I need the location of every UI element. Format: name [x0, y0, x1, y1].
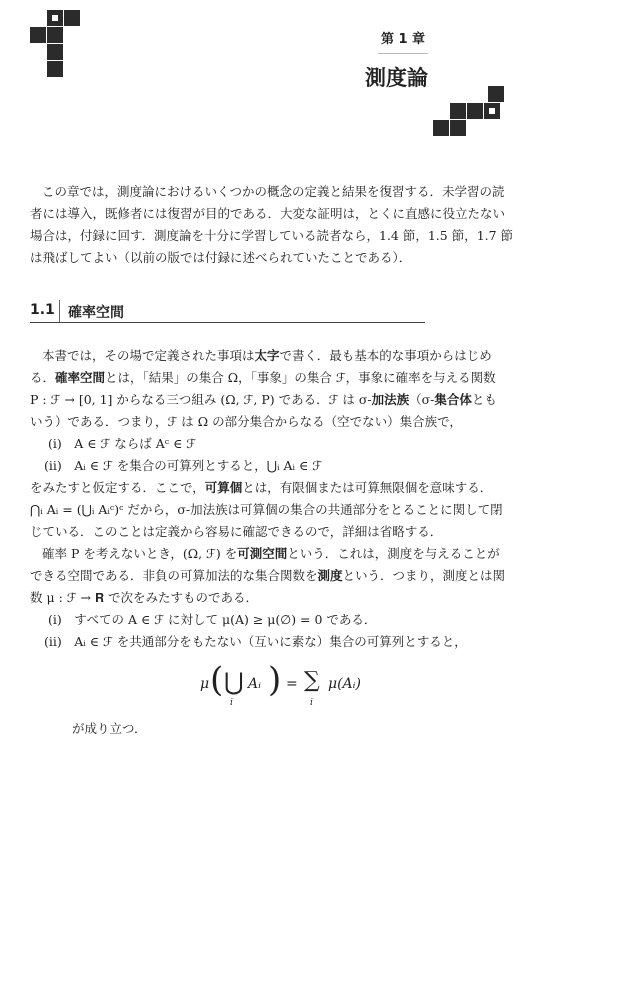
section-number: 1.1	[30, 302, 55, 318]
chapter-ornament-right	[433, 86, 505, 138]
section-divider	[59, 300, 60, 322]
body-line-1: 本書では，その場で定義された事項は太字で書く．最も基本的な事項からはじめ	[42, 348, 492, 363]
list-item-i: (i) A ∈ ℱ ならば Aᶜ ∈ ℱ	[48, 436, 197, 451]
term-measure: 測度	[317, 568, 343, 583]
term-bold: 太字	[254, 348, 280, 363]
term-sigma-field: 集合体	[434, 392, 472, 407]
term-sigma-additive-family: 加法族	[371, 392, 410, 407]
chapter-title: 測度論	[365, 66, 428, 90]
measure-item-i: (i) すべての A ∈ ℱ に対して μ(A) ≥ μ(∅) = 0 である．	[48, 612, 377, 627]
body-line-6: ⋂ᵢ Aᵢ = (⋃ᵢ Aᵢᶜ)ᶜ だから，σ-加法族は可算個の集合の共通部分をとることに関して閉	[30, 502, 503, 517]
intro-line-1: この章では，測度論におけるいくつかの概念の定義と結果を復習する．未学習の読	[42, 184, 505, 199]
body-line-5: をみたすと仮定する．ここで，可算個とは，有限個または可算無限個を意味する．	[30, 480, 493, 495]
chapter-ornament-left	[30, 10, 90, 80]
intro-line-4: は飛ばしてよい（以前の版では付録に述べられていたことである）．	[30, 250, 412, 265]
section-title: 確率空間	[68, 305, 124, 321]
intro-line-3: 場合は，付録に回す．測度論を十分に学習している読者なら，1.4 節，1.5 節，1.7 節	[30, 228, 514, 243]
list-item-ii: (ii) Aᵢ ∈ ℱ を集合の可算列とすると，⋃ᵢ Aᵢ ∈ ℱ	[44, 458, 323, 473]
formula-rhs: μ(Aᵢ)	[328, 676, 361, 692]
body-line-10: 数 μ : ℱ → 𝐑 で次をみたすものである．	[30, 590, 259, 605]
formula-set: Aᵢ	[248, 676, 261, 692]
countable-additivity-formula	[200, 662, 400, 712]
term-countable: 可算個	[204, 480, 243, 495]
body-line-8: 確率 P を考えないとき，(Ω, ℱ) を可測空間という．これは，測度を与えることが	[42, 546, 500, 561]
closing-line: が成り立つ．	[72, 721, 147, 736]
body-line-4: いう）である．つまり，ℱ は Ω の部分集合からなる（空でない）集合族で，	[30, 414, 462, 429]
term-probability-space: 確率空間	[55, 370, 106, 385]
formula-sum-index: i	[310, 698, 313, 708]
formula-equals: =	[286, 676, 298, 692]
section-heading	[30, 300, 425, 323]
formula-left-paren: (	[210, 660, 224, 700]
body-line-2: る．確率空間とは，「結果」の集合 Ω，「事象」の集合 ℱ，事象に確率を与える関数	[30, 370, 496, 385]
body-line-3: P : ℱ → [0, 1] からなる三つ組み (Ω, ℱ, P) である．ℱ は σ-加法族（σ-集合体とも	[30, 392, 497, 407]
chapter-number: 第 1 章	[378, 28, 428, 54]
formula-mu: μ	[200, 676, 210, 692]
formula-right-paren: )	[268, 660, 282, 700]
measure-item-ii: (ii) Aᵢ ∈ ℱ を共通部分をもたない（互いに素な）集合の可算列とすると，	[44, 634, 467, 649]
formula-union-index: i	[230, 698, 233, 708]
intro-line-2: 者には導入，既修者には復習が目的である．大変な証明は，とくに直感に役立たない	[30, 206, 506, 221]
formula-union: ⋃	[224, 668, 244, 696]
formula-sum: ∑	[304, 668, 320, 693]
body-line-9: できる空間である．非負の可算加法的な集合関数を測度という．つまり，測度とは関	[30, 568, 506, 583]
term-measurable-space: 可測空間	[237, 546, 288, 561]
body-line-7: じている．このことは定義から容易に確認できるので，詳細は省略する．	[30, 524, 443, 539]
